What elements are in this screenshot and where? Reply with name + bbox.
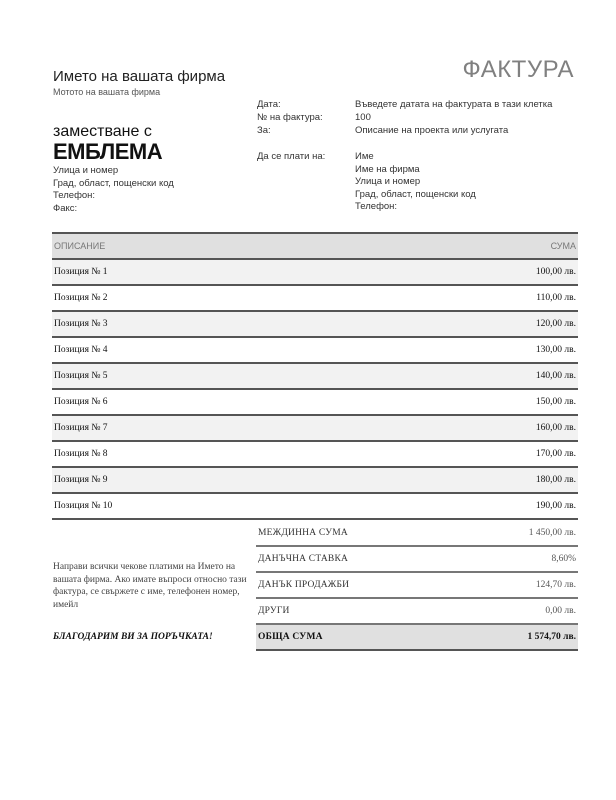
billto-phone: Телефон: bbox=[355, 201, 398, 213]
billto-block bbox=[355, 151, 476, 214]
item-description: Позиция № 4 bbox=[52, 337, 360, 363]
item-amount: 170,00 лв. bbox=[360, 441, 578, 467]
item-amount: 150,00 лв. bbox=[360, 389, 578, 415]
billto-label: Да се плати на: bbox=[257, 151, 326, 162]
other-row bbox=[256, 598, 578, 624]
invoice-title: ФАКТУРА bbox=[462, 56, 574, 83]
payment-note: Направи всички чекове платими на Името на вашата фирма. Ако имате въпроси относно тази фактура, се свържете с име, телефонен номер, имейл bbox=[53, 562, 247, 610]
company-fax: Факс: bbox=[53, 202, 78, 214]
col-description-header: ОПИСАНИЕ bbox=[52, 233, 360, 259]
item-amount: 130,00 лв. bbox=[360, 337, 578, 363]
col-amount-header: СУМА bbox=[360, 233, 578, 259]
item-description: Позиция № 1 bbox=[52, 259, 360, 285]
table-row bbox=[52, 389, 578, 415]
table-row bbox=[52, 311, 578, 337]
taxrate-row bbox=[256, 546, 578, 572]
for-label: За: bbox=[257, 125, 271, 136]
taxrate-value: 8,60% bbox=[464, 546, 578, 572]
table-row bbox=[52, 415, 578, 441]
total-label: ОБЩА СУМА bbox=[256, 624, 464, 650]
salestax-label: ДАНЪК ПРОДАЖБИ bbox=[256, 572, 464, 598]
logo-placeholder-line2: ЕМБЛЕМА bbox=[53, 139, 163, 164]
salestax-value: 124,70 лв. bbox=[464, 572, 578, 598]
logo-placeholder-line1: заместване с bbox=[53, 123, 152, 140]
item-description: Позиция № 10 bbox=[52, 493, 360, 519]
company-phone: Телефон: bbox=[53, 190, 96, 202]
total-row bbox=[256, 624, 578, 650]
subtotal-value: 1 450,00 лв. bbox=[464, 521, 578, 546]
item-amount: 140,00 лв. bbox=[360, 363, 578, 389]
company-street: Улица и номер bbox=[53, 165, 119, 176]
item-description: Позиция № 9 bbox=[52, 467, 360, 493]
for-value: Описание на проекта или услугата bbox=[355, 125, 509, 136]
table-row bbox=[52, 363, 578, 389]
billto-company: Име на фирма bbox=[355, 163, 420, 175]
thank-you-message: БЛАГОДАРИМ ВИ ЗА ПОРЪЧКАТА! bbox=[53, 632, 213, 642]
items-table bbox=[52, 232, 578, 520]
other-value: 0,00 лв. bbox=[464, 598, 578, 624]
item-amount: 180,00 лв. bbox=[360, 467, 578, 493]
item-amount: 190,00 лв. bbox=[360, 493, 578, 519]
invoice-number-value: 100 bbox=[355, 112, 371, 123]
billto-city: Град, област, пощенски код bbox=[355, 188, 476, 200]
company-city: Град, област, пощенски код bbox=[53, 177, 174, 189]
total-value: 1 574,70 лв. bbox=[464, 624, 578, 650]
totals-table bbox=[256, 521, 578, 651]
table-row bbox=[52, 441, 578, 467]
other-label: ДРУГИ bbox=[256, 598, 464, 624]
subtotal-label: МЕЖДИННА СУМА bbox=[256, 521, 464, 546]
table-row bbox=[52, 467, 578, 493]
item-amount: 100,00 лв. bbox=[360, 259, 578, 285]
date-label: Дата: bbox=[257, 99, 281, 110]
item-description: Позиция № 6 bbox=[52, 389, 360, 415]
table-row bbox=[52, 493, 578, 519]
item-description: Позиция № 7 bbox=[52, 415, 360, 441]
item-amount: 120,00 лв. bbox=[360, 311, 578, 337]
company-motto: Мотото на вашата фирма bbox=[53, 87, 161, 97]
item-amount: 110,00 лв. bbox=[360, 285, 578, 311]
billto-street: Улица и номер bbox=[355, 176, 421, 188]
table-row bbox=[52, 337, 578, 363]
company-address bbox=[53, 165, 174, 215]
item-description: Позиция № 3 bbox=[52, 311, 360, 337]
item-amount: 160,00 лв. bbox=[360, 415, 578, 441]
taxrate-label: ДАНЪЧНА СТАВКА bbox=[256, 546, 464, 572]
subtotal-row bbox=[256, 521, 578, 546]
item-description: Позиция № 8 bbox=[52, 441, 360, 467]
table-row bbox=[52, 285, 578, 311]
billto-name: Име bbox=[355, 151, 374, 162]
item-description: Позиция № 2 bbox=[52, 285, 360, 311]
salestax-row bbox=[256, 572, 578, 598]
item-description: Позиция № 5 bbox=[52, 363, 360, 389]
date-value: Въведете датата на фактурата в тази клетка bbox=[355, 99, 553, 110]
table-row bbox=[52, 259, 578, 285]
company-name: Името на вашата фирма bbox=[53, 68, 226, 85]
invoice-number-label: № на фактура: bbox=[257, 112, 323, 123]
